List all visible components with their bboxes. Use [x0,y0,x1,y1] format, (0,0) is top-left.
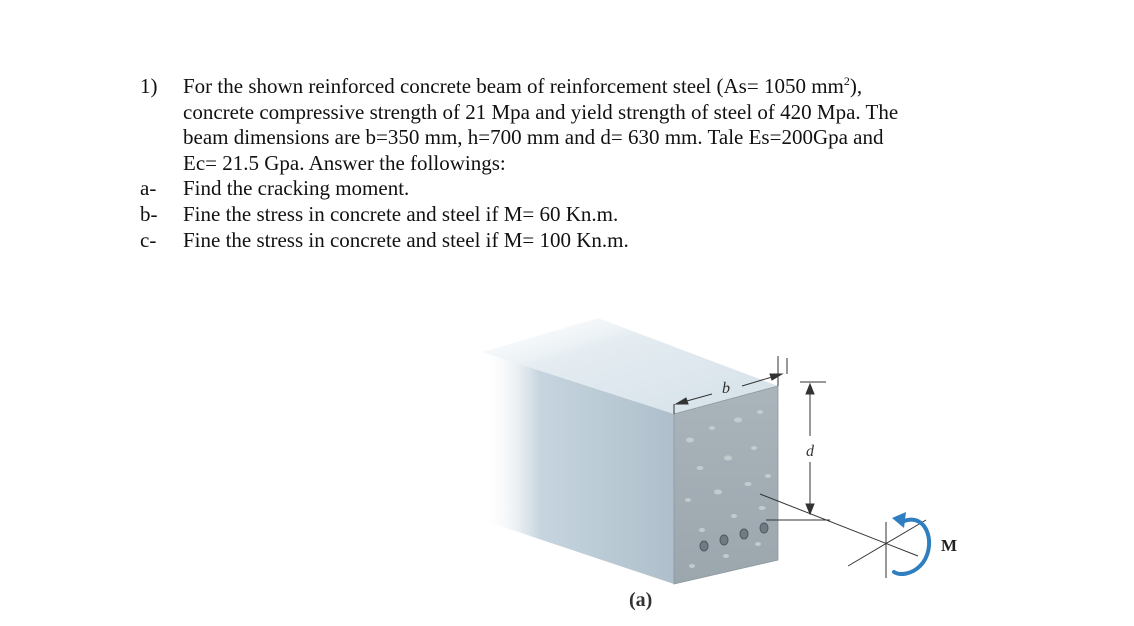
problem-line-2: concrete compressive strength of 21 Mpa and yield strength of steel of 420 Mpa. The [183,99,899,124]
problem-line-3: beam dimensions are b=350 mm, h=700 mm and d= 630 mm. Tale Es=200Gpa and [183,125,884,150]
part-marker: a- [140,176,157,201]
label-d: d [806,443,814,460]
part-marker: c- [140,227,157,252]
part-text: Fine the stress in concrete and steel if M= 60 Kn.m. [183,201,619,226]
part-text: Fine the stress in concrete and steel if M= 100 Kn.m. [183,227,629,252]
figure-caption: (a) [629,589,653,611]
label-b: b [722,380,730,397]
part-marker: b- [140,201,158,226]
problem-number: 1) [140,74,158,98]
label-M: M [941,536,958,555]
problem-line-1: For the shown reinforced concrete beam of reinforcement steel (As= 1050 $mm^2$), [183,74,863,98]
axis-lines [760,494,926,578]
part-text: Find the cracking moment. [183,176,410,201]
problem-line-4: Ec= 21.5 Gpa. Answer the followings: [183,150,506,175]
